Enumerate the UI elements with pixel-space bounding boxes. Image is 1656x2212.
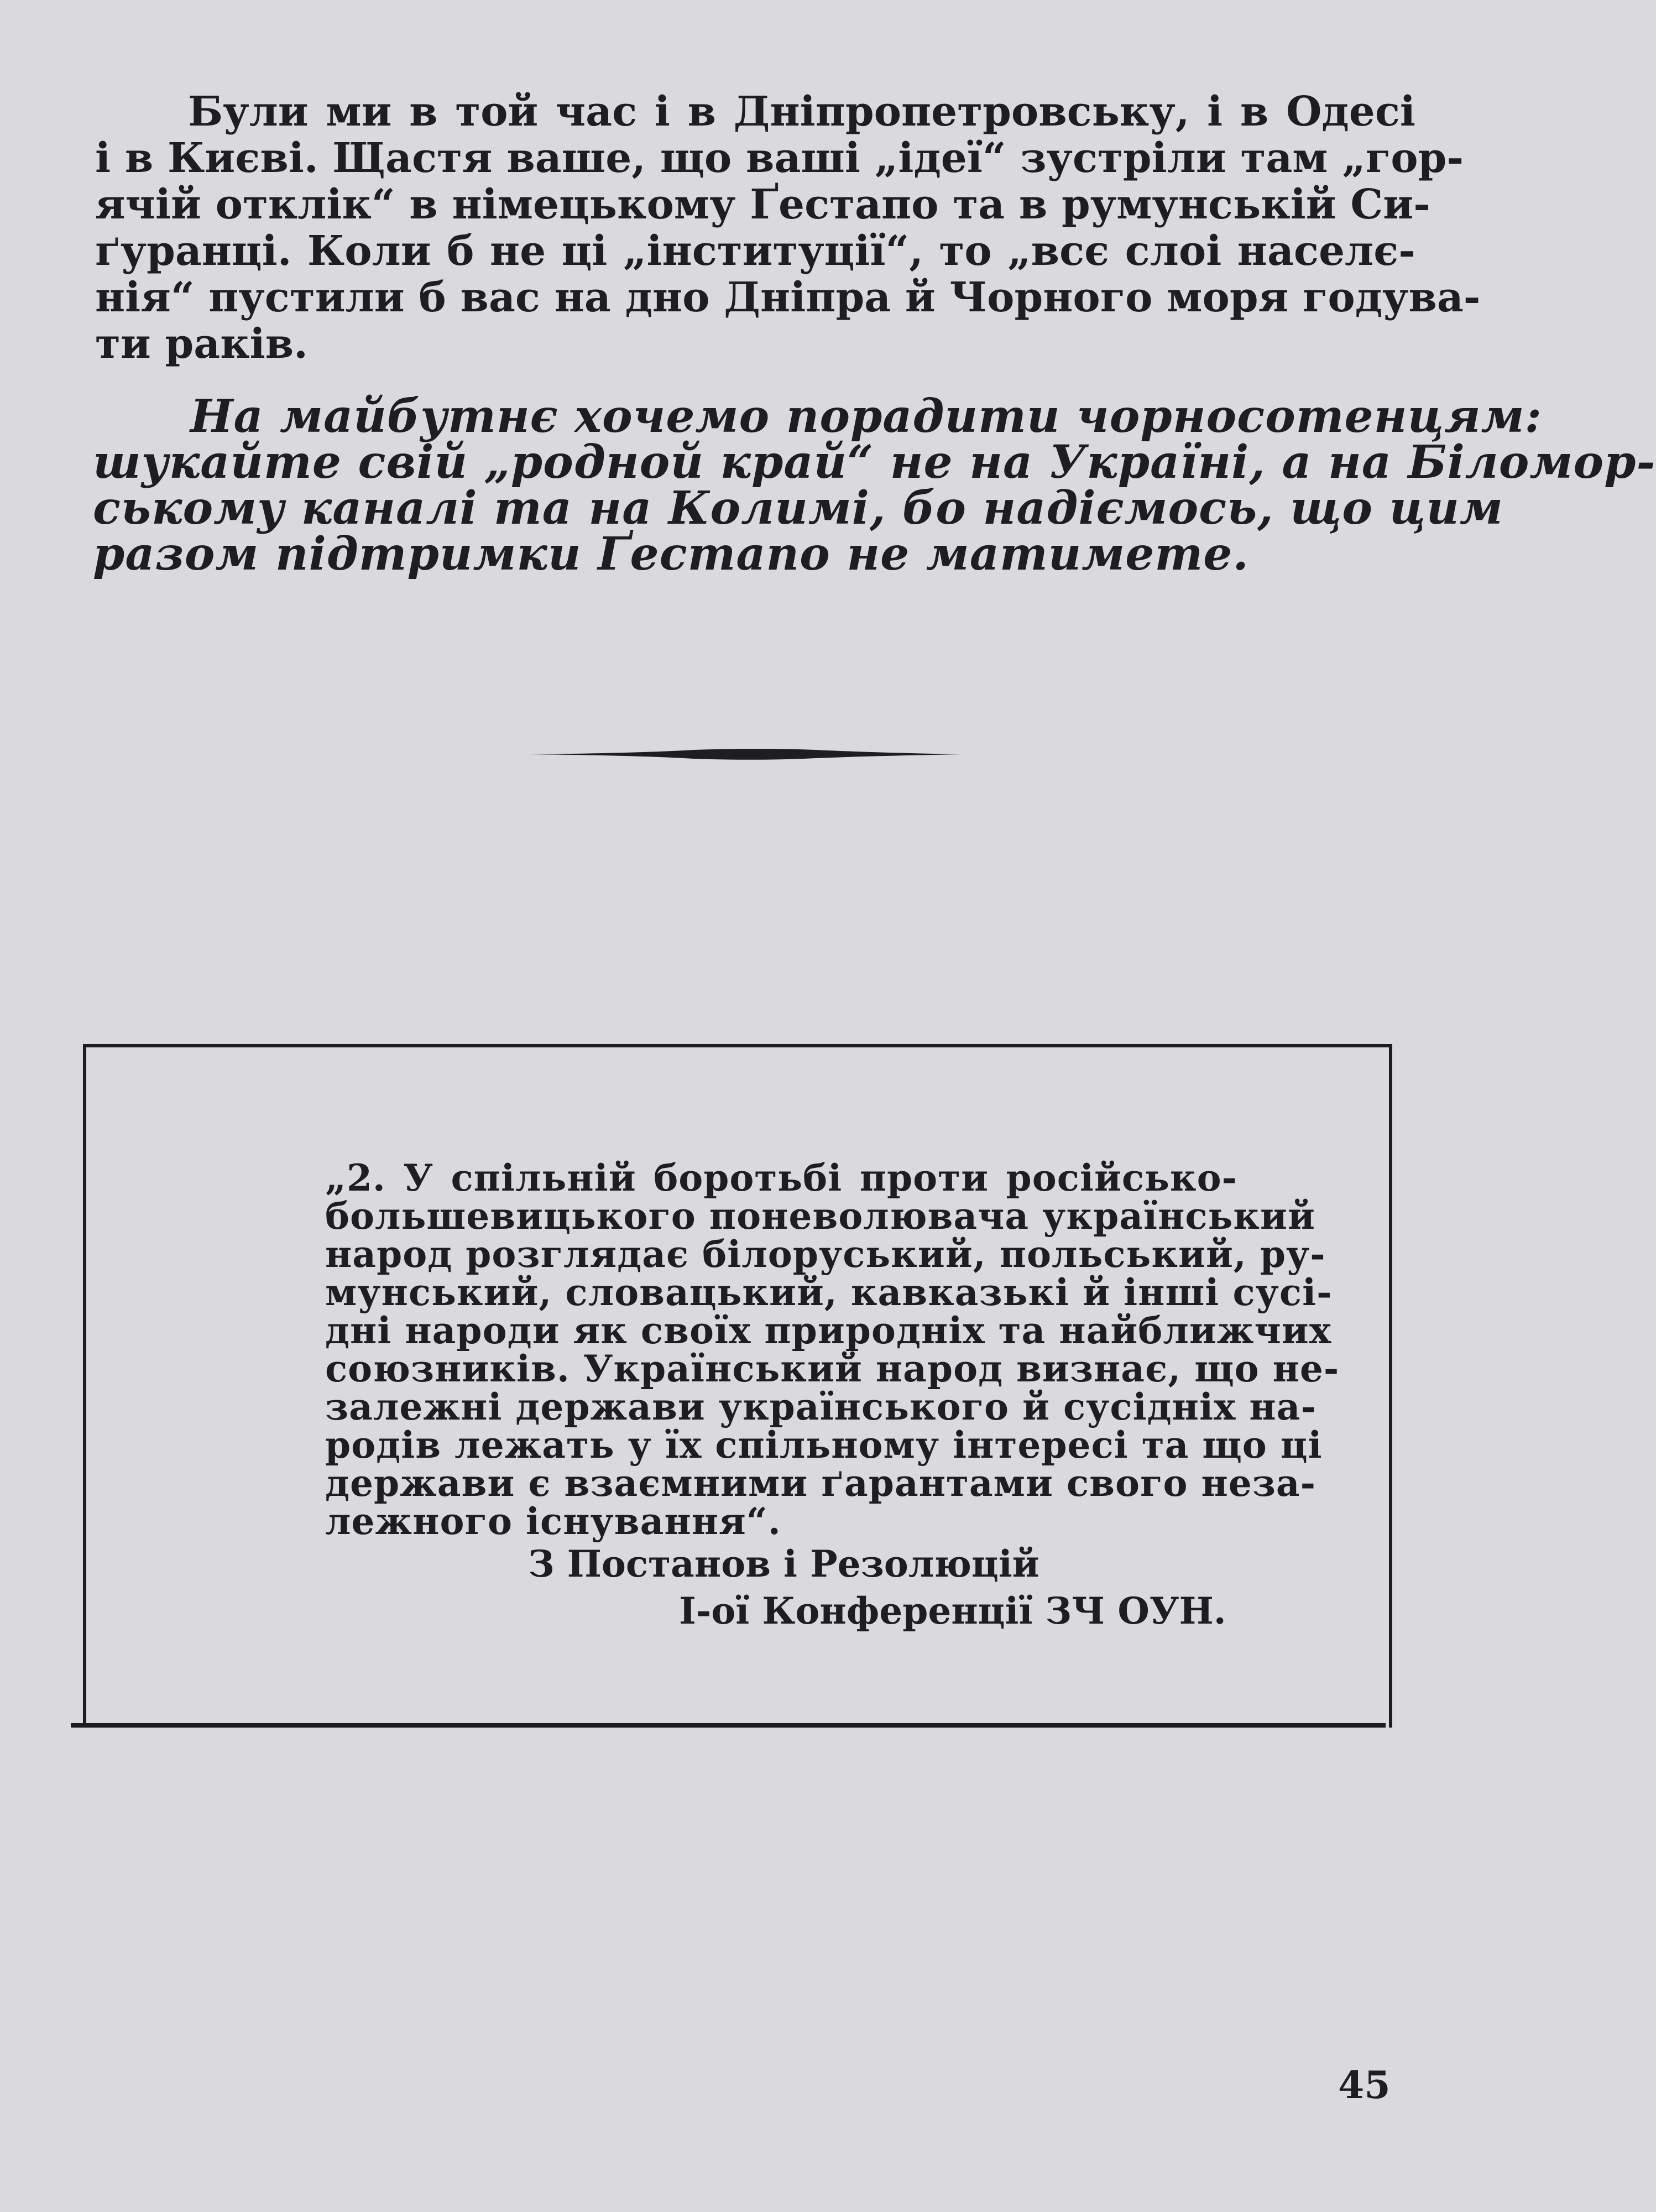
body-line: ти раків. bbox=[95, 320, 308, 368]
quote-line: большевицького поневолювача український bbox=[325, 1194, 1315, 1238]
body-line: нія“ пустили б вас на дно Дніпра й Чорного моря годува- bbox=[95, 274, 1481, 321]
italic-line: шукайте свій „родной край“ не на Україні, а на Біломор- bbox=[93, 436, 1656, 489]
quote-box-bottom-rule bbox=[71, 1723, 1386, 1728]
body-line: Були ми в той час і в Дніпропетровську, і в Одесі bbox=[188, 88, 1415, 135]
quote-text bbox=[325, 1156, 1340, 1543]
italic-line: На майбутнє хочемо порадити чорносотенцям: bbox=[190, 390, 1542, 443]
quote-line: держави є взаємними ґарантами свого неза- bbox=[325, 1462, 1317, 1505]
quote-line: народ розглядає білоруський, польський, ру- bbox=[325, 1233, 1326, 1276]
italic-line: ському каналі та на Колимі, бо надіємось, що цим bbox=[93, 482, 1503, 535]
quote-line: дні народи як своїх природніх та найближчих bbox=[325, 1309, 1332, 1352]
quote-source-line-2: І-ої Конференції ЗЧ ОУН. bbox=[679, 1589, 1226, 1632]
quote-source-line-1: З Постанов і Резолюцій bbox=[528, 1542, 1039, 1585]
quote-line: мунський, словацький, кавказькі й інші сусі- bbox=[325, 1271, 1333, 1314]
body-line: ґуранці. Коли б не ці „інституції“, то „всє слоі населє- bbox=[95, 227, 1415, 275]
body-line: і в Києві. Щастя ваше, що ваші „ідеї“ зустріли там „гор- bbox=[95, 134, 1464, 182]
quote-line: союзників. Український народ визнає, що не- bbox=[325, 1347, 1340, 1390]
page-number: 45 bbox=[1338, 2063, 1391, 2107]
quote-line: „2. У спільній боротьбі проти російсько- bbox=[325, 1156, 1237, 1199]
section-divider bbox=[528, 748, 962, 761]
italic-paragraph bbox=[93, 390, 1656, 581]
body-paragraph bbox=[95, 88, 1481, 368]
quote-line: лежного існування“. bbox=[325, 1500, 781, 1543]
quote-line: родів лежать у їх спільному інтересі та що ці bbox=[325, 1423, 1323, 1467]
body-line: ячій отклік“ в німецькому Ґестапо та в румунській Си- bbox=[95, 181, 1430, 228]
italic-line: разом підтримки Ґестапо не матимете. bbox=[93, 528, 1249, 581]
quote-line: залежні держави українського й сусідніх на- bbox=[325, 1385, 1317, 1428]
